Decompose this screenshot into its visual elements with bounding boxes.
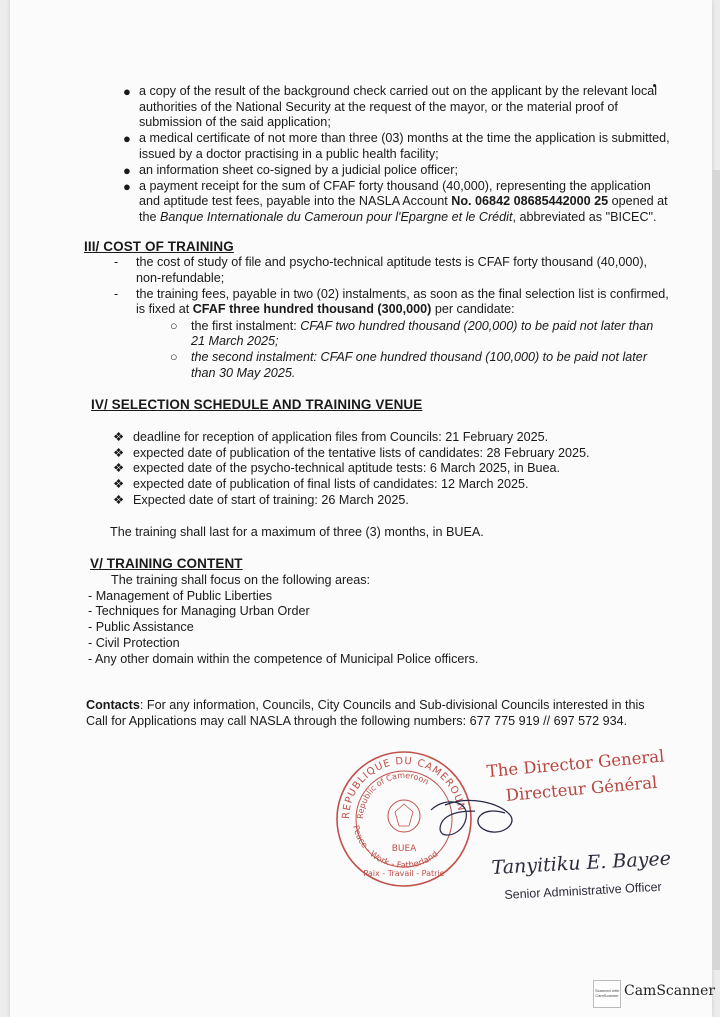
cost-line: non-refundable; [136,271,225,285]
requirement-line: a medical certificate of not more than three (03) months at the time the application is submitted, [139,131,670,145]
contacts-text: : For any information, Councils, City Councils and Sub-divisional Councils interested in this [139,698,645,712]
bullet-icon: ● [123,84,131,99]
instalment-amount: CFAF two hundred thousand (200,000) to be paid not later than [300,319,654,333]
payment-text: and aptitude test fees, payable into the NASLA Account [139,194,452,208]
content-area: - Management of Public Liberties [88,589,273,603]
circle-bullet-icon: ○ [170,319,178,333]
requirement-line: an information sheet co-signed by a judicial police officer; [139,163,458,177]
document-page [10,0,716,1017]
diamond-bullet-icon: ❖ [113,493,125,507]
stamp-outer-text: REPUBLIQUE DU CAMEROUN [340,755,467,820]
payment-line [139,194,668,210]
diamond-bullet-icon: ❖ [113,446,125,460]
camscanner-label: CamScanner [624,983,716,999]
requirement-line: authorities of the National Security at the request of the mayor, or the material proof of [139,100,618,114]
camscanner-badge-text: Scanned with CamScanner [594,988,619,998]
instalment-line [191,319,653,335]
bullet-icon: ● [123,163,131,178]
bullet-icon: ● [123,131,131,146]
instalment-line: 21 March 2025; [191,334,279,348]
diamond-bullet-icon: ❖ [113,461,125,475]
dash-icon: - [114,255,119,269]
signatory-name: Tanyitiku E. Bayee [491,847,672,879]
payment-line [139,210,657,226]
content-area: - Techniques for Managing Urban Order [88,604,310,618]
instalment-line: than 30 May 2025. [191,366,296,380]
schedule-item: expected date of publication of final lists of candidates: 12 March 2025. [133,477,529,491]
content-intro: The training shall focus on the following areas: [111,573,371,587]
requirement-line: submission of the said application; [139,115,331,129]
content-area: - Public Assistance [88,620,194,634]
training-fee: CFAF three hundred thousand (300,000) [192,302,432,316]
section-heading-content: V/ TRAINING CONTENT [90,556,243,571]
instalment-line: the second instalment: CFAF one hundred thousand (100,000) to be paid not later [191,350,648,364]
diamond-bullet-icon: ❖ [113,430,125,444]
instalment-text: the first instalment: [191,319,301,333]
payment-text: , abbreviated as "BICEC". [512,210,657,224]
contacts-label: Contacts [86,698,140,712]
section-heading-cost: III/ COST OF TRAINING [84,239,234,254]
signature-scribble [440,795,520,855]
cost-text: is fixed at [136,302,193,316]
circle-bullet-icon: ○ [170,350,178,364]
schedule-item: deadline for reception of application files from Councils: 21 February 2025. [133,430,549,444]
requirement-line: a payment receipt for the sum of CFAF forty thousand (40,000), representing the application [139,179,651,193]
requirement-line: a copy of the result of the background check carried out on the applicant by the relevant local [139,84,658,98]
signatory-role: Senior Administrative Officer [504,879,663,902]
cost-line: the cost of study of file and psycho-technical aptitude tests is CFAF forty thousand (40,000), [136,255,648,269]
payment-text: the [139,210,161,224]
cost-line: the training fees, payable in two (02) instalments, as soon as the final selection list is confirmed, [136,287,669,301]
bank-name: Banque Internationale du Cameroun pour l'Epargne et le Crédit [160,210,513,224]
requirement-line: issued by a doctor practising in a public health facility; [139,147,439,161]
stamp-motto: Peace - Work - Fatherland [350,824,441,871]
diamond-bullet-icon: ❖ [113,477,125,491]
section-heading-schedule: IV/ SELECTION SCHEDULE AND TRAINING VENUE [91,397,423,412]
training-duration: The training shall last for a maximum of three (3) months, in BUEA. [110,525,484,539]
camscanner-badge [593,980,621,1008]
bullet-icon: ● [123,179,131,194]
signatory-title-fr: Directeur Général [505,772,658,805]
scrollbar[interactable] [712,170,720,970]
contacts-line [86,698,645,714]
content-area: - Any other domain within the competence of Municipal Police officers. [88,652,479,666]
stamp-city: BUEA [391,844,417,854]
account-number: No. 06842 08685442000 25 [451,194,609,208]
content-area: - Civil Protection [88,636,180,650]
dash-icon: - [114,287,119,301]
signatory-title-en: The Director General [486,746,666,781]
schedule-item: Expected date of start of training: 26 March 2025. [133,493,409,507]
payment-text: opened at [608,194,668,208]
stamp-motto-fr: Paix - Travail - Patrie [363,869,445,878]
stamp-inner-text: Republic of Cameroon [355,770,431,820]
contacts-line: Call for Applications may call NASLA through the following numbers: 677 775 919 // 697 572 934. [86,714,628,728]
cost-line [136,302,515,318]
schedule-item: expected date of the psycho-technical aptitude tests: 6 March 2025, in Buea. [133,461,561,475]
schedule-item: expected date of publication of the tentative lists of candidates: 28 February 2025. [133,446,590,460]
cost-text: per candidate: [431,302,515,316]
